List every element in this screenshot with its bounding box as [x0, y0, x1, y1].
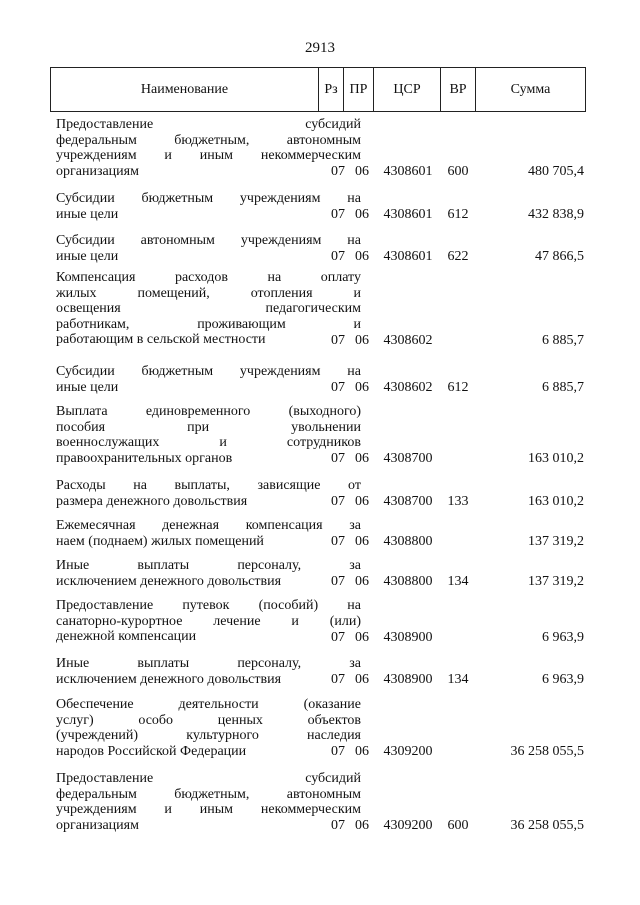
- row-rz: 07: [331, 671, 345, 687]
- table-row: [50, 233, 586, 264]
- row-name: [56, 656, 361, 687]
- row-name-line: размера денежного довольствия: [56, 493, 248, 509]
- table-row: [50, 656, 586, 687]
- table-row: [50, 270, 586, 348]
- row-vr: 134: [447, 671, 469, 687]
- row-vr: 133: [447, 493, 469, 509]
- row-pr: 06: [355, 332, 369, 348]
- header-pr: ПР: [349, 82, 368, 97]
- row-name-line: работникам, проживающим и: [56, 316, 361, 332]
- row-sum: 163 010,2: [528, 450, 584, 466]
- row-sum: 6 885,7: [542, 332, 584, 348]
- row-pr: 06: [355, 450, 369, 466]
- row-rz: 07: [331, 573, 345, 589]
- row-sum: 36 258 055,5: [510, 743, 584, 759]
- table-row: [50, 404, 586, 466]
- row-csr: 4308800: [383, 573, 433, 589]
- row-sum: 137 319,2: [528, 573, 584, 589]
- row-name-line: Обеспечение деятельности (оказание: [56, 697, 361, 712]
- row-sum: 6 963,9: [542, 629, 584, 645]
- row-vr: 622: [447, 248, 469, 264]
- row-csr: 4308900: [383, 629, 433, 645]
- row-name: [56, 404, 361, 466]
- row-sum: 36 258 055,5: [510, 817, 584, 833]
- row-name: [56, 598, 361, 645]
- row-name-line: правоохранительных органов: [56, 450, 233, 466]
- row-name-line: работающим в сельской местности: [56, 332, 266, 347]
- row-vr: 600: [447, 163, 469, 179]
- row-pr: 06: [355, 248, 369, 264]
- row-rz: 07: [331, 332, 345, 348]
- row-pr: 06: [355, 206, 369, 222]
- row-pr: 06: [355, 379, 369, 395]
- row-csr: 4308601: [383, 163, 433, 179]
- row-name: [56, 771, 361, 833]
- row-sum: 480 705,4: [528, 163, 584, 179]
- row-name-line: учреждениям и иным некоммерческим: [56, 802, 361, 817]
- row-pr: 06: [355, 671, 369, 687]
- row-name-line: Ежемесячная денежная компенсация за: [56, 518, 361, 533]
- row-name-line: Выплата единовременного (выходного): [56, 404, 361, 419]
- row-rz: 07: [331, 493, 345, 509]
- row-csr: 4309200: [383, 743, 433, 759]
- row-name-line: исключением денежного довольствия: [56, 671, 282, 687]
- row-name-line: иные цели: [56, 248, 119, 264]
- row-csr: 4308700: [383, 493, 433, 509]
- header-vr: ВР: [449, 82, 467, 97]
- row-sum: 163 010,2: [528, 493, 584, 509]
- row-pr: 06: [355, 629, 369, 645]
- header-rz: Рз: [324, 82, 338, 97]
- row-name: [56, 478, 361, 509]
- row-name-line: федеральным бюджетным, автономным: [56, 132, 361, 148]
- row-name: [56, 364, 361, 395]
- row-name-line: организациям: [56, 163, 139, 179]
- row-rz: 07: [331, 817, 345, 833]
- row-pr: 06: [355, 533, 369, 549]
- row-name-line: (учреждений) культурного наследия: [56, 728, 361, 743]
- row-name-line: федеральным бюджетным, автономным: [56, 786, 361, 802]
- row-name-line: пособия при увольнении: [56, 419, 361, 435]
- row-rz: 07: [331, 743, 345, 759]
- row-pr: 06: [355, 573, 369, 589]
- row-name-line: исключением денежного довольствия: [56, 573, 282, 589]
- row-sum: 47 866,5: [535, 248, 584, 264]
- row-csr: 4308800: [383, 533, 433, 549]
- row-rz: 07: [331, 206, 345, 222]
- row-rz: 07: [331, 248, 345, 264]
- row-name-line: услуг) особо ценных объектов: [56, 712, 361, 728]
- row-name: [56, 518, 361, 549]
- row-name-line: Субсидии бюджетным учреждениям на: [56, 364, 361, 379]
- table-row: [50, 558, 586, 589]
- row-name: [56, 191, 361, 222]
- row-vr: 600: [447, 817, 469, 833]
- row-pr: 06: [355, 493, 369, 509]
- table-row: [50, 697, 586, 759]
- row-name-line: военнослужащих и сотрудников: [56, 435, 361, 450]
- row-csr: 4308601: [383, 248, 433, 264]
- row-vr: 134: [447, 573, 469, 589]
- row-name-line: наем (поднаем) жилых помещений: [56, 533, 264, 549]
- row-name-line: организациям: [56, 817, 139, 833]
- row-name: [56, 697, 361, 759]
- table-row: [50, 191, 586, 222]
- row-name-line: жилых помещений, отопления и: [56, 285, 361, 301]
- row-name-line: иные цели: [56, 379, 119, 395]
- row-rz: 07: [331, 629, 345, 645]
- row-pr: 06: [355, 743, 369, 759]
- row-name-line: учреждениям и иным некоммерческим: [56, 148, 361, 163]
- row-sum: 432 838,9: [528, 206, 584, 222]
- row-name-line: Субсидии автономным учреждениям на: [56, 233, 361, 248]
- row-sum: 6 885,7: [542, 379, 584, 395]
- page-number: 2913: [305, 40, 335, 56]
- header-csr: ЦСР: [393, 82, 421, 97]
- header-name: Наименование: [140, 82, 229, 97]
- row-name-line: санаторно-курортное лечение и (или): [56, 613, 361, 629]
- table-row: [50, 478, 586, 509]
- table-row: [50, 771, 586, 833]
- row-csr: 4308900: [383, 671, 433, 687]
- row-rz: 07: [331, 163, 345, 179]
- row-sum: 137 319,2: [528, 533, 584, 549]
- row-name-line: Иные выплаты персоналу, за: [56, 558, 361, 573]
- row-csr: 4308602: [383, 379, 433, 395]
- row-csr: 4308602: [383, 332, 433, 348]
- row-name-line: Предоставление путевок (пособий) на: [56, 598, 361, 613]
- row-name: [56, 233, 361, 264]
- row-csr: 4309200: [383, 817, 433, 833]
- row-csr: 4308601: [383, 206, 433, 222]
- row-name-line: Субсидии бюджетным учреждениям на: [56, 191, 361, 206]
- row-pr: 06: [355, 817, 369, 833]
- row-name-line: освещения педагогическим: [56, 301, 361, 316]
- table-header: [50, 67, 586, 112]
- row-sum: 6 963,9: [542, 671, 584, 687]
- row-name-line: Компенсация расходов на оплату: [56, 270, 361, 285]
- row-name: [56, 117, 361, 179]
- row-name-line: Иные выплаты персоналу, за: [56, 656, 361, 671]
- row-name-line: Предоставление субсидий: [56, 117, 361, 132]
- row-name-line: Предоставление субсидий: [56, 771, 361, 786]
- table-row: [50, 364, 586, 395]
- header-sum: Сумма: [510, 82, 551, 97]
- table-row: [50, 117, 586, 179]
- table-row: [50, 518, 586, 549]
- row-name-line: иные цели: [56, 206, 119, 222]
- row-pr: 06: [355, 163, 369, 179]
- row-rz: 07: [331, 533, 345, 549]
- row-vr: 612: [447, 206, 469, 222]
- row-name: [56, 270, 361, 348]
- row-name-line: Расходы на выплаты, зависящие от: [56, 478, 361, 493]
- row-csr: 4308700: [383, 450, 433, 466]
- row-name-line: денежной компенсации: [56, 629, 197, 644]
- row-rz: 07: [331, 450, 345, 466]
- row-rz: 07: [331, 379, 345, 395]
- row-name-line: народов Российской Федерации: [56, 743, 247, 759]
- row-name: [56, 558, 361, 589]
- row-vr: 612: [447, 379, 469, 395]
- table-row: [50, 598, 586, 645]
